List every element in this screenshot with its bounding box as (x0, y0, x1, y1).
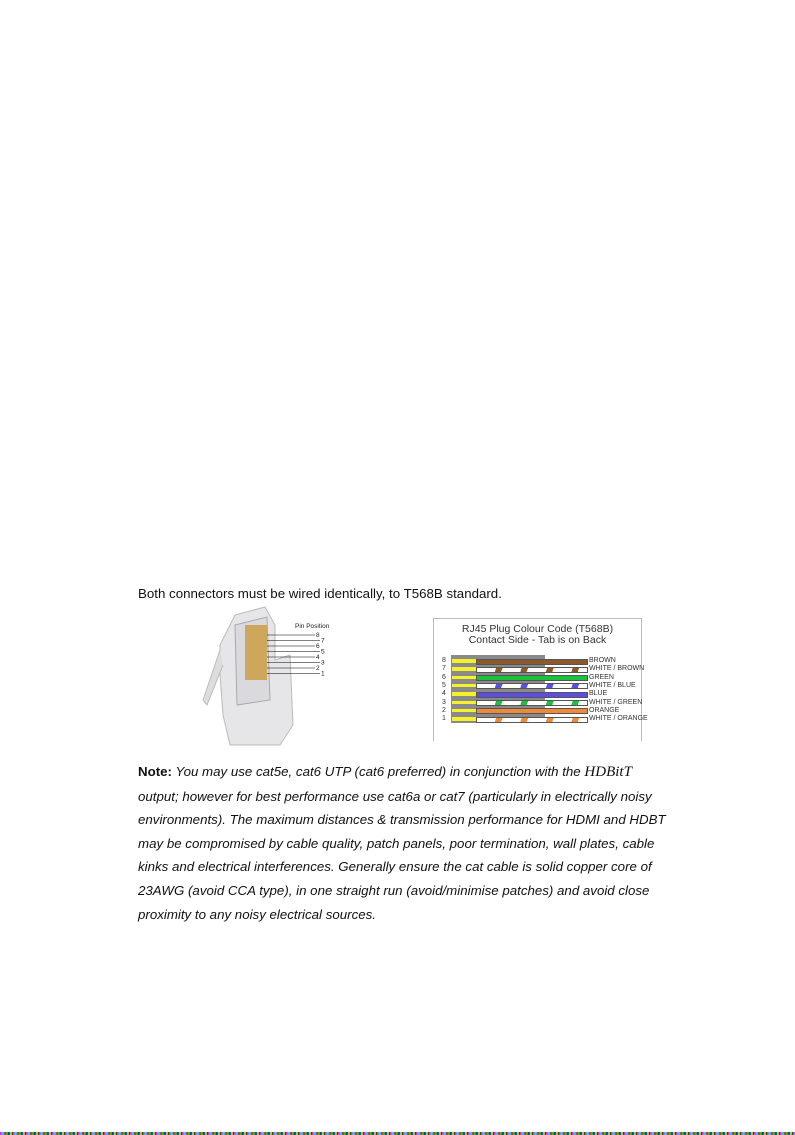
wire-row (434, 690, 641, 699)
note-label: Note: (138, 764, 172, 779)
pin-number: 6 (442, 673, 446, 681)
wire-label: WHITE / ORANGE (589, 715, 648, 723)
wire-label: ORANGE (589, 706, 620, 714)
rj45-plug-image (195, 605, 345, 750)
pin-number: 4 (442, 690, 446, 698)
contact-yellow (452, 717, 476, 721)
pin-number: 4 (316, 654, 320, 661)
wire-colour (476, 675, 588, 681)
contact-yellow (452, 701, 476, 705)
wire-colour (476, 683, 588, 689)
wire-row (434, 707, 641, 716)
pin-number: 1 (321, 670, 325, 678)
wire-label: GREEN (589, 673, 614, 681)
pin-number: 5 (442, 681, 446, 689)
pin-number: 1 (442, 715, 446, 723)
pin-number: 2 (442, 706, 446, 714)
pin-number: 7 (321, 637, 325, 645)
pin-number: 8 (316, 632, 320, 639)
pin-number: 3 (442, 698, 446, 706)
pin-position-label: Pin Position (295, 623, 330, 630)
note-text-continued: output; however for best performance use cat6a or cat7 (particularly in electrically noisy environments). The maximum distances & transmission performance for HDMI and HDBT may be compromised by cable quality, patch panels, poor termination, wall plates, cable kinks and electrical interferences. Generally ensure the cat cable is solid copper core of 23AWG (avoid CCA type), in one straight run (avoid/minimise patches) and avoid close proximity to any noisy electrical sources. (138, 788, 666, 922)
pin-number: 3 (321, 659, 325, 667)
contact-yellow (452, 692, 476, 696)
wire-label: WHITE / BLUE (589, 681, 636, 689)
wire-label: WHITE / BROWN (589, 665, 645, 673)
pin-number: 2 (316, 665, 320, 672)
hdbitt-brand: HDBitT (584, 764, 632, 780)
wire-label: WHITE / GREEN (589, 698, 643, 706)
contact-yellow (452, 659, 476, 663)
wire-row (434, 682, 641, 691)
wire-colour (476, 659, 588, 665)
contact-yellow (452, 676, 476, 680)
pin-number: 6 (316, 643, 320, 650)
wire-row (434, 715, 648, 724)
note-text: You may use cat5e, cat6 UTP (cat6 preferred) in conjunction with the (171, 764, 585, 779)
wire-label: BLUE (589, 690, 608, 698)
wiring-instruction: Both connectors must be wired identically, to T568B standard. (138, 586, 502, 601)
wire-row (434, 699, 641, 708)
pin-number: 8 (442, 657, 446, 664)
wire-row (434, 657, 641, 666)
wire-row (434, 674, 641, 683)
wire-colour (476, 717, 588, 723)
contact-yellow (452, 667, 476, 671)
wire-label: BROWN (589, 657, 616, 664)
contact-yellow (452, 684, 476, 688)
t568b-colour-code-diagram (433, 618, 648, 741)
wire-colour (476, 667, 588, 673)
contact-yellow (452, 709, 476, 713)
pin-number: 7 (442, 665, 446, 673)
wire-colour (476, 708, 588, 714)
note-paragraph (138, 760, 668, 926)
wire-colour (476, 700, 588, 706)
wire-colour (476, 692, 588, 698)
diagram-subtitle: Contact Side - Tab is on Back (468, 634, 607, 646)
diagram-title: RJ45 Plug Colour Code (T568B) (461, 623, 614, 635)
pin-number: 5 (321, 648, 325, 656)
wire-row (434, 665, 645, 674)
